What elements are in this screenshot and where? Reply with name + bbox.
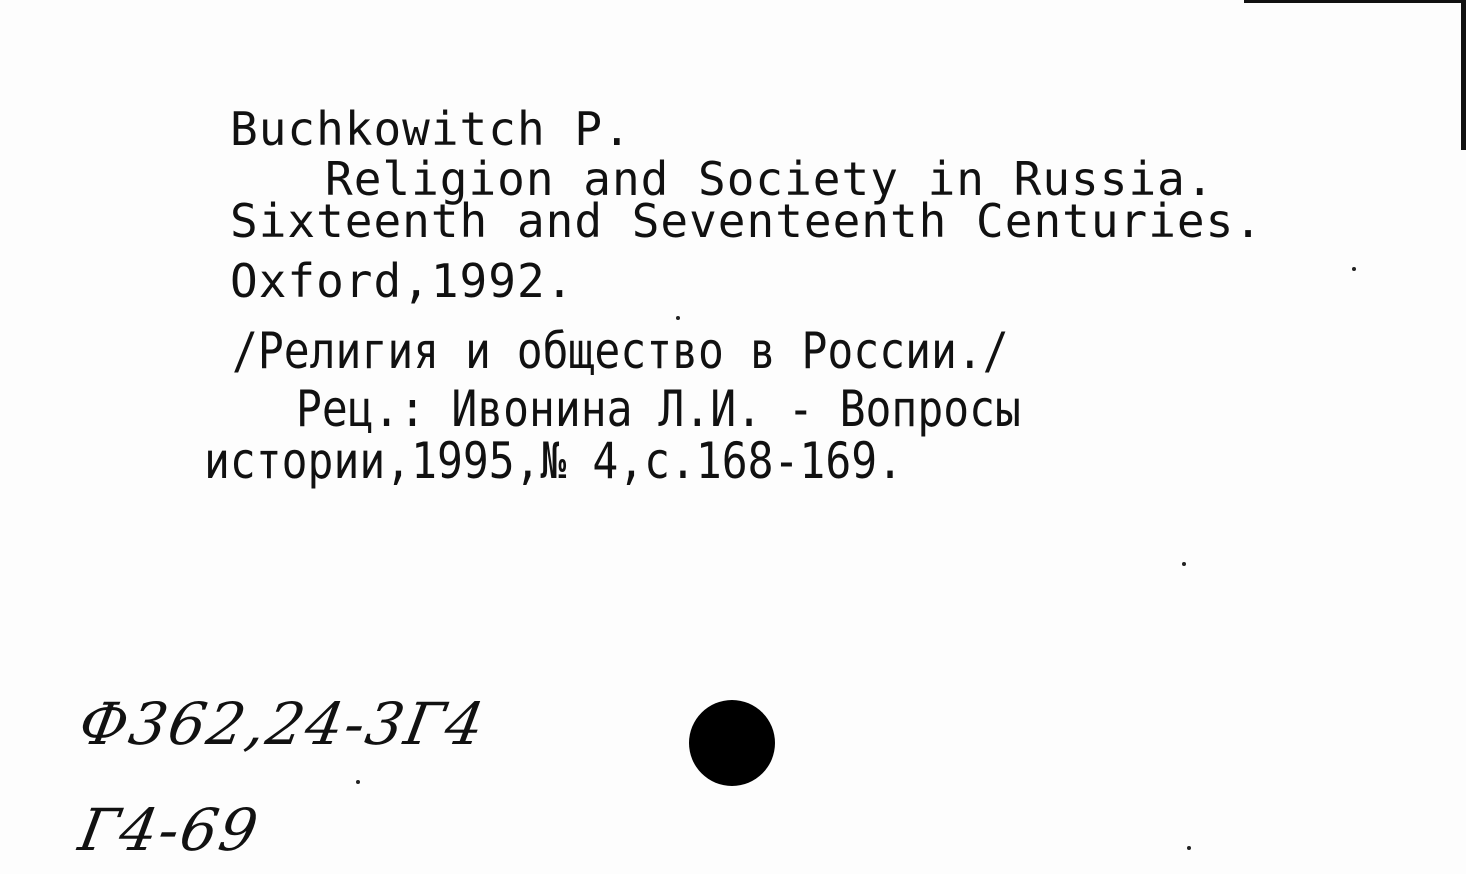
card-top-edge xyxy=(1244,0,1466,3)
russian-title-line: /Религия и общество в России./ xyxy=(232,322,1009,380)
ink-speck xyxy=(1182,562,1186,566)
review-line-1: Рец.: Ивонина Л.И. - Вопросы xyxy=(296,380,1021,438)
ink-speck xyxy=(676,316,680,320)
ink-speck xyxy=(1352,267,1356,271)
ink-speck xyxy=(1187,846,1191,850)
imprint-line: Oxford,1992. xyxy=(230,254,575,308)
review-line-2: истории,1995,№ 4,с.168-169. xyxy=(204,432,903,490)
shelf-mark-handwritten: Г4-69 xyxy=(74,796,265,864)
author-line: Buchkowitch P. xyxy=(230,102,632,156)
title-line-1: Religion and Society in Russia. xyxy=(325,152,1215,206)
ink-speck xyxy=(356,780,360,784)
title-line-2: Sixteenth and Seventeenth Centuries. xyxy=(230,194,1263,248)
call-number-handwritten: Ф362,24-3Г4 xyxy=(74,690,491,758)
card-right-edge xyxy=(1461,0,1466,150)
punch-hole xyxy=(689,700,775,786)
